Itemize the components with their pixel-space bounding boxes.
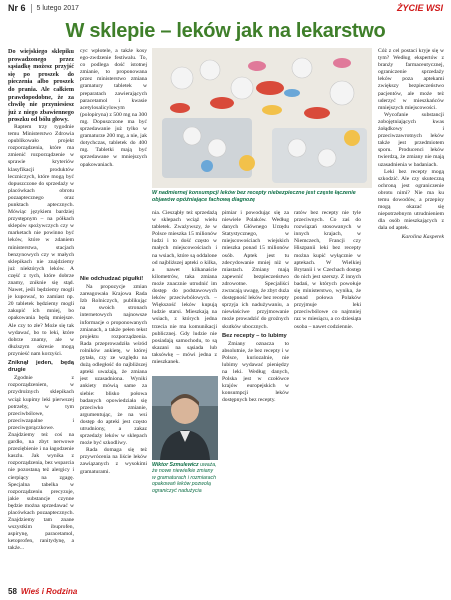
body-paragraph: Na propozycje zmian zareagowała Krajowa Rada Izb Rolniczych, publikując na swoich stronach internetowych najnowsze informacje o proponowanych zmianach, a także pełen tekst projektu rozporządzenia. Rada przeprowadziła wśród rolników ankietę, w której pytała, czy ze względu na dużą odległość do najbliższej apteki uważają, że zmiana jest uzasadniona. Wyniki ankiety mówią same za siebie: blisko połowa badanych opowiedziała się przeciwko zmianie, argumentując, że na wsi dostęp do apteki jest często utrudniony, a zakaz sprzedaży leków w sklepach może być szkodliwy.	[80, 284, 147, 447]
section-brand: ŻYCIE WSI	[396, 3, 443, 13]
photo-caption: W nadmiernej konsumpcji leków bez recepty niebezpieczne jest częste łączenie objawów opóźniające fachową diagnozę	[152, 190, 356, 203]
body-paragraph: Zmiany oznacza to absolutnie, że bez recepty i w Polsce, kuriozalnie, nie lubimy wydawać pieniędzy na leki. Według danych, Polska jest w czołówce krajów europejskich w konsumpcji leków dostępnych bez recepty.	[222, 340, 289, 404]
subheading: Bez recepty – to lubimy	[222, 332, 287, 339]
subheading: Zniknął jeden, będą drugie	[8, 360, 74, 374]
body-paragraph: Zgodnie z rozporządzeniem, w przydrożnych sklepikach wciąż kupimy leki pierwszej potrzeby, w tym przeciwbólowe, przeciwzapalne i przeciwgorączkowe. Znajdziemy też coś na gardło, na zbyt nerwowe przeziębienie i na łagodzenie kaszlu. Jak wynika z rozporządzenia, bez wsparcia nie pozostaną też alergicy i cierpiący na zgagę. Specjalna tabelka w rozporządzeniu precyzuje, jakie substancje czynne będzie można sprzedawać w placówkach pozaaptecznych. Znajdziemy tam znane wszystkim ibuprofen, aspirynę, paracetamol, ketoprofen, ranitydynę, a także...	[8, 375, 74, 552]
body-paragraph: Wycofanie substancji zobojętniających kwas żołądkowy i przeciwzawrotnych leków także jest przedmiotem sporu. Producenci leków twierdzą, że zmiany nie mają uzasadnienia w badaniach.	[378, 111, 444, 168]
portrait-photo	[152, 376, 218, 460]
header-divider	[31, 4, 32, 13]
page-header	[0, 0, 451, 16]
article-headline: W sklepie – leków jak na lekarstwo	[65, 20, 386, 42]
pills-illustration	[152, 48, 372, 188]
portrait-text: uważa, że nowe niewielkie zmiany w gramaturach i rozmiarach opakowań leków pozwolą ograniczyć nadużycia	[152, 462, 217, 494]
article-lead: Do wiejskiego sklepiku prowadzonego przez sąsiadkę możesz przyjść się po proszek do pieczenia albo proszek do prania. Ale całkiem prawdopodobne, że za chwilę nie przyniesiesz już z niego zbawiennego proszku od bólu głowy.	[8, 48, 74, 124]
page-footer	[0, 582, 451, 600]
body-paragraph: Raptem trzy tygodnie temu Ministerstwo Zdrowia opublikowało projekt rozporządzenia, które ma zmienić rozporządzenie w sprawie kryteriów klasyfikacji produktów leczniczych, które mogą być dopuszczone do sprzedaży w placówkach obrotu pozaaptecznego oraz punktach aptecznych. Mówiąc językiem bardziej przystępnym – na półkach sklepów spożywczych czy w marketach nie powinno być leków, które w zdaniem ministerstwa, stacjach benzynowych czy w małych sklepikach nie znajdziemy już niektórych leków. A część z tych, które dobrze znamy, zniknie się stąd. Nawet, jeśli będziemy mogli je kupować, to zamiast np. 20 tabletek będziemy mogli zakupić ich mniej, bo opakowania będą mniejsze. Ale czy to złe? Może się tak wydawać, bo to leki, które dobrze znamy, ale w dłuższym okresie mogą przynieść nam korzyści.	[8, 123, 74, 357]
subheading: Nie odchudzać pigułki!	[80, 276, 144, 282]
body-paragraph: ratów bez recepty nie tyle przeciwnych. Co zaś do rozwiązań stosowanych w innych krajach, w Niemczech, Francji czy Hiszpanii leki bez recepty można kupić wyłącznie w aptekach. W Wielkiej Brytanii i w Czechach dostęp do nich jest szerszy. Z innych badań, w których powołuje się ministerstwo, wynika, że ponad połowa Polaków przyjmuje leki przeciwbólowe co najmniej raz w miesiącu, a co dziesiąta osoba – nawet codziennie.	[294, 210, 361, 330]
page-number: 58	[8, 586, 17, 596]
column-6	[294, 210, 361, 574]
body-paragraph: Cóż z cel postaci kryje się w tym? Według ekspertów z branży farmaceutycznej, ograniczenie sprzedaży leków poza aptekami zwiększy bezpieczeństwo pacjentów, ale może też uderzyć w mieszkańców mniejszych miejscowości.	[378, 48, 444, 111]
column-5	[222, 210, 289, 574]
body-paragraph: Rada domaga się też przywrócenia na liście leków zawiązanych z wysokimi gramaturami.	[80, 447, 147, 475]
column-7	[378, 48, 444, 574]
column-2	[80, 48, 147, 270]
issue-number: Nr 6	[8, 3, 26, 13]
portrait-name: Wiktor Szmulewicz	[152, 462, 199, 468]
body-paragraph: pimiar i powodując się za niewiele Polaków. Według danych Głównego Urzędu Statystycznego, w miejscowościach wiejskich mieszka ponad 15 milionów osób. Aptek jest tu zdecydowanie mniej niż w miastach. Zmiany mają zapewnić bezpieczeństwo zdrowotne. Specjaliści zwracają uwagę, że zbyt duża dostępność leków bez recepty sprzyja ich nadużywaniu, a niewłaściwe przyjmowanie może prowadzić do groźnych skutków ubocznych.	[222, 210, 289, 330]
body-paragraph: Leki bez recepty mogą szkodzić. Ale czy skuteczną ochroną jest ograniczenie obrotu nimi? Nie ma ku temu dowodów, a przepisy mogą okazać się niepotrzebnym utrudnieniem dla osób mieszkających z dala od aptek.	[378, 168, 444, 232]
portrait-caption	[152, 462, 218, 494]
author-signature: Karolina Kasperek	[401, 234, 444, 241]
column-1	[8, 48, 74, 572]
issue-date: 5 lutego 2017	[36, 4, 79, 12]
body-paragraph: cyc wpłotele, a także kosy ego-zwdzenie festiwalu. To, co podlega dość istotnej zmianie, to proponowana przez ministerstwo zmiana gramatury tabletek w preparatach zawierających paracetamol i kwasie acetylosalicylowym (polopiryna) z 500 mg na 300 mg. Dopuszczone ma być sprzedawanie już tylko w gramaturze 200 mg, a nie, jak dotychczas, tabletek do 400 mg. Tabletki mają być sprzedawane w mniejszych opakowaniach.	[80, 48, 147, 168]
body-paragraph: nia. Ciesząbły też sprzedażą w sklepach wciąż wielu tabletek. Zważywszy, że w Polsce mieszka 15 milionów ludzi i to dość często w małych miejscowościach i na wsiach, które są oddalone od najbliższej apteki o kilka, a nawet kilkanaście kilometrów, taka zmiana może znacznie utrudnić im dostęp do podstawowych leków przeciwbólowych. – Większość leków kupują ludzie starsi. Mieszkają na wsiach, z których jedna trzecia nie ma komunikacji publicznej. Gdy ludzie nie posiadają samochodu, to są skazani na sąsiada lub taksówkę – mówi jedna z mieszkanek.	[152, 210, 217, 365]
portrait-illustration	[152, 376, 218, 460]
column-3	[80, 274, 147, 574]
magazine-name: Wieś i Rodzina	[20, 586, 78, 596]
pills-photo	[152, 48, 372, 188]
